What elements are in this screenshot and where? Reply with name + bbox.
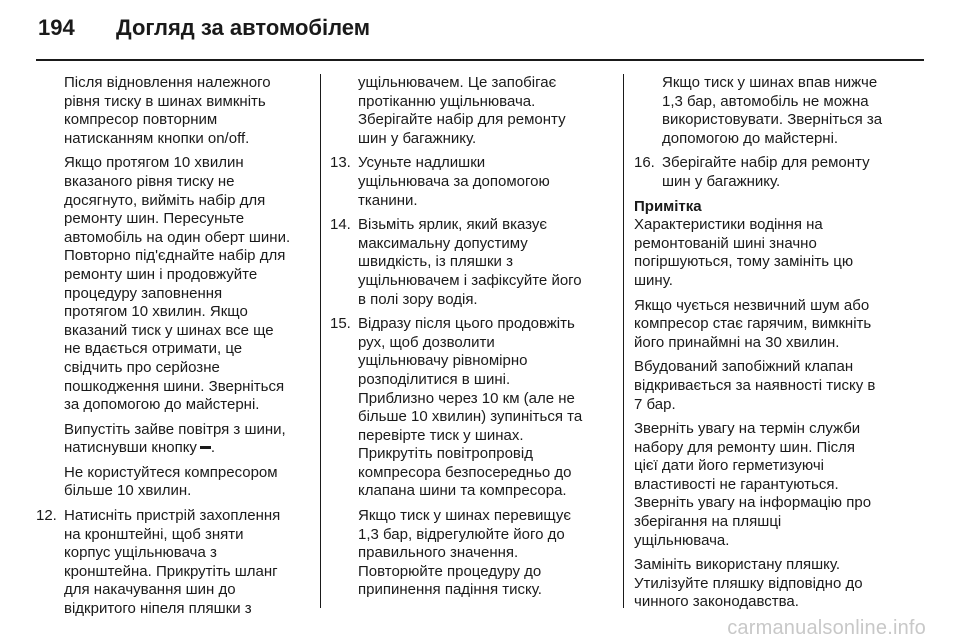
paragraph-pressure-restored: Після відновлення належного рівня тиску в шинах вимкніть компресор повторним натисканням кнопки on/off. [64,74,271,147]
list-item-text: Візьміть ярлик, який вказує максимальну допустиму швидкість, із пляшки з ущільнювачем і зафіксуйте його в полі зору водія. [358,216,582,308]
list-item-15 [330,315,612,600]
note-heading: Примітка [634,197,702,215]
page-number: 194 [38,15,75,40]
paragraph-release-air: Випустіть зайве повітря з шини, натиснувши кнопку . [64,420,286,457]
column-1 [36,74,310,625]
header-divider [36,59,924,61]
column-2 [330,74,612,606]
list-item-text: Якщо тиск у шинах перевищує 1,3 бар, відрегулюйте його до правильного значення. Повторюйте процедуру до припинення падіння тиску. [358,507,572,599]
note-paragraph: Вбудований запобіжний клапан відкривається за наявності тиску в 7 бар. [634,358,876,413]
minus-button-icon [200,446,211,449]
paragraph-pressure-not-reached: Якщо протягом 10 хвилин вказаного рівня тиску не досягнуто, вийміть набір для ремонту шин. Пересуньте автомобіль на один оберт шини. Повторно під'єднайте набір для ремонту шин і продовжуйте процедуру заповнення протягом 10 хвилин. Якщо вказаний тиск у шинах все ще не вдається отримати, це свідчить про серйозне пошкодження шини. Зверніться за допомогою до майстерні. [64,154,291,414]
column-divider-2 [623,74,624,608]
column-divider-1 [320,74,321,608]
page-header [0,0,960,62]
note-paragraph: Характеристики водіння на ремонтованій шині значно погіршуються, тому замініть цю шину. [634,216,854,289]
list-item-14 [330,216,612,309]
note-paragraph: Зверніть увагу на термін служби набору для ремонту шин. Після цієї дати його герметизуючі властивості не гарантуються. Зверніть увагу на інформацію про зберігання на пляшці ущільнювача. [634,420,872,549]
list-item-text: Відразу після цього продовжіть рух, щоб дозволити ущільнювачу рівномірно розподілитися в шині. Приблизно через 10 км (але не більше 10 хвилин) зупиніться та перевірте тиск у шинах. Прикрутіть повітропровід компресора безпосередньо до клапана шини та компресора. [358,315,583,500]
list-item-12-continued: ущільнювачем. Це запобігає протіканню ущільнювача. Зберігайте набір для ремонту шин у багажнику. [358,74,566,147]
paragraph-compressor-limit: Не користуйтеся компресором більше 10 хвилин. [64,463,278,500]
list-item-text: Натисніть пристрій захоплення на кронштейні, щоб зняти корпус ущільнювача з кронштейна. Прикрутіть шланг для накачування шин до відкритого ніпеля пляшки з [64,507,281,618]
list-item-12 [36,507,310,619]
list-item-16 [634,154,904,191]
watermark: carmanualsonline.info [727,617,926,639]
column-3 [634,74,904,618]
list-item-number: 14. [330,216,351,234]
page-title: Догляд за автомобілем [116,15,371,40]
release-air-text: Випустіть зайве повітря з шини, натиснувши кнопку [64,420,286,457]
list-item-number: 15. [330,315,351,333]
note-paragraph: Якщо чується незвичний шум або компресор стає гарячим, вимкніть його принаймні на 30 хвилин. [634,296,872,351]
list-item-number: 12. [36,507,57,525]
list-item-13 [330,154,612,210]
note-paragraph: Замініть використану пляшку. Утилізуйте пляшку відповідно до чинного законодавства. [634,556,863,611]
list-item-number: 13. [330,154,351,172]
list-item-15-continued: Якщо тиск у шинах впав нижче 1,3 бар, автомобіль не можна використовувати. Зверніться за допомогою до майстерні. [662,74,883,147]
list-item-text: Усуньте надлишки ущільнювача за допомогою тканини. [358,154,550,209]
list-item-number: 16. [634,154,655,172]
list-item-text: Зберігайте набір для ремонту шин у багажнику. [662,154,870,190]
